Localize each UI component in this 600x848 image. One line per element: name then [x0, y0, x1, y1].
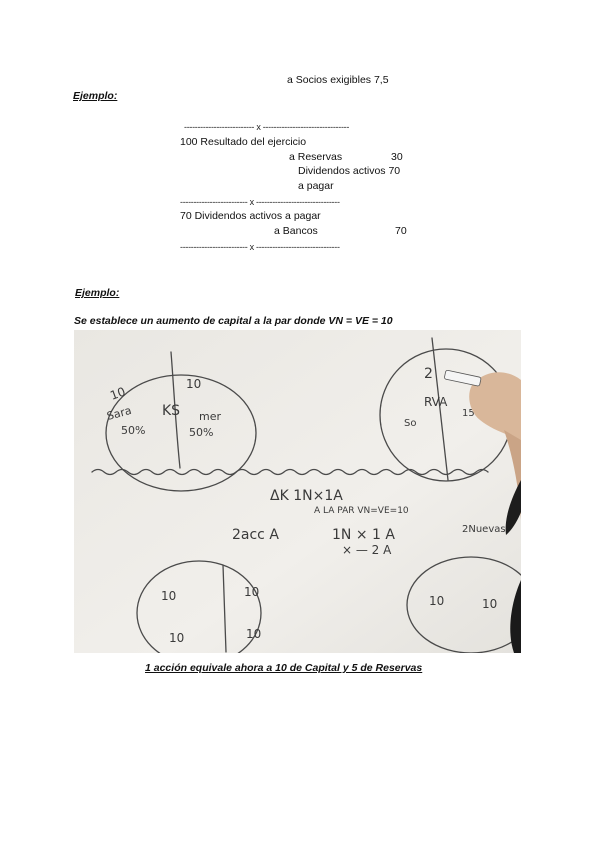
wb-tr-b: RVA [424, 395, 448, 409]
wb-line3a: 2acc A [232, 527, 279, 543]
entry1-credit-dividendos-line2: a pagar [298, 180, 334, 192]
wb-tl-center: KS [162, 403, 181, 419]
wb-line3c: 2Nuevas [462, 524, 506, 535]
wb-br-a: 10 [429, 594, 445, 608]
wb-tr-d: 15 [462, 408, 475, 419]
wb-tr-a: 2 [424, 366, 433, 382]
entry2-debit: 70 Dividendos activos a pagar [180, 210, 321, 222]
wb-line2: A LA PAR VN=VE=10 [314, 506, 409, 516]
wb-bl-d: 10 [246, 627, 262, 641]
photo-caption: 1 acción equivale ahora a 10 de Capital y 5 de Reservas [145, 662, 423, 674]
wb-bl-c: 10 [169, 631, 185, 645]
wb-line1: ΔK 1N×1A [270, 488, 343, 504]
example1-heading: Ejemplo: [73, 90, 118, 102]
separator-3: ------------------------- x ------------------------------- [180, 242, 340, 252]
wb-tl-right-top: 10 [186, 377, 202, 391]
entry1-credit-reservas: a Reservas [289, 151, 343, 163]
top-line: a Socios exigibles 7,5 [287, 74, 389, 86]
wb-line4: × — 2 A [342, 543, 392, 557]
entry2-credit-bancos: a Bancos [274, 225, 318, 237]
entry1-credit-dividendos-line1: Dividendos activos 70 [298, 165, 401, 177]
example2-statement: Se establece un aumento de capital a la par donde VN = VE = 10 [74, 315, 393, 327]
wb-tl-left-mid: Sara [105, 403, 133, 423]
wb-bl-a: 10 [161, 589, 177, 603]
entry1-debit: 100 Resultado del ejercicio [180, 136, 307, 148]
wb-line3b: 1N × 1 A [332, 527, 395, 543]
wb-tl-left-top: 10 [108, 384, 128, 403]
entry2-credit-bancos-amount: 70 [395, 225, 407, 237]
separator-1: -------------------------- x -------------------------------- [184, 122, 350, 132]
wb-br-b: 10 [482, 597, 498, 611]
whiteboard-photo [74, 330, 521, 653]
example2-heading: Ejemplo: [75, 287, 120, 299]
separator-2: ------------------------- x ------------------------------- [180, 197, 340, 207]
wb-tl-right-mid: mer [199, 410, 222, 423]
wb-tr-c: So [404, 418, 417, 429]
wb-tl-right-bot: 50% [189, 426, 214, 439]
wb-bl-b: 10 [244, 585, 260, 599]
entry1-credit-reservas-amount: 30 [391, 151, 403, 163]
wb-tl-left-bot: 50% [121, 424, 146, 437]
